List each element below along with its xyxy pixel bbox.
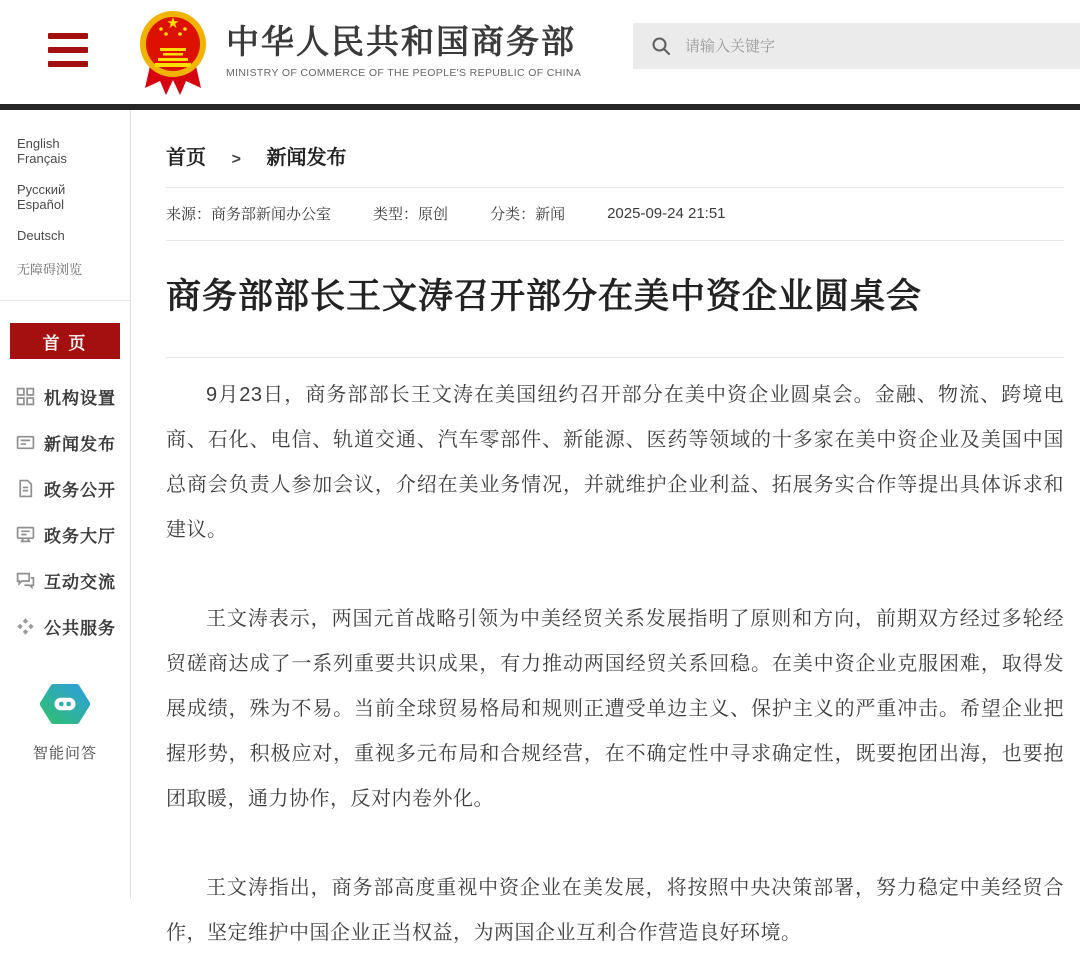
article-paragraph: 王文涛表示，两国元首战略引领为中美经贸关系发展指明了原则和方向，前期双方经过多轮经贸磋商达成了一系列重要共识成果，有力推动两国经贸关系回稳。在美中资企业克服困难，取得发展成绩，殊为不易。当前全球贸易格局和规则正遭受单边主义、保护主义的严重冲击。希望企业把握形势，积极应对，重视多元布局和合规经营，在不确定性中寻求确定性，既要抱团出海，也要抱团取暖，通力协作，反对内卷外化。 xyxy=(166,608,1064,810)
article-meta xyxy=(166,203,1064,224)
sidebar-item-news[interactable] xyxy=(0,419,130,465)
article-body xyxy=(166,373,1064,956)
meta-category-value: 新闻 xyxy=(535,206,566,223)
lang-espanol[interactable]: Español xyxy=(17,197,64,212)
meta-type-label: 类型： xyxy=(373,206,419,223)
language-switcher xyxy=(0,136,130,278)
meta-datetime: 2025-09-24 21:51 xyxy=(607,205,726,222)
site-title: 中华人民共和国商务部 xyxy=(226,23,576,60)
site-header xyxy=(0,0,1080,104)
national-emblem-logo[interactable] xyxy=(138,6,208,98)
ai-assistant[interactable] xyxy=(0,683,130,763)
sidebar-item-label: 新闻发布 xyxy=(44,434,116,454)
sidebar-item-label: 互动交流 xyxy=(44,572,116,592)
hamburger-menu-icon[interactable] xyxy=(48,31,88,69)
article-title: 商务部部长王文涛召开部分在美中资企业圆桌会 xyxy=(166,277,923,316)
lang-russian[interactable]: Русский xyxy=(17,182,66,197)
sidebar-item-label: 机构设置 xyxy=(44,388,116,408)
ai-assistant-label[interactable]: 智能问答 xyxy=(32,745,97,762)
chat-bubbles-icon xyxy=(16,571,35,590)
site-brand xyxy=(226,24,581,79)
breadcrumb xyxy=(166,110,1064,170)
meta-source-value: 商务部新闻办公室 xyxy=(211,206,332,223)
divider xyxy=(166,240,1064,241)
newspaper-icon xyxy=(16,433,35,452)
sidebar-item-home[interactable]: 首 页 xyxy=(10,323,120,359)
sidebar-item-service-hall[interactable] xyxy=(0,511,130,557)
breadcrumb-separator: > xyxy=(231,151,241,168)
sidebar-item-interaction[interactable] xyxy=(0,557,130,603)
lang-francais[interactable]: Français xyxy=(17,151,67,166)
national-emblem-icon xyxy=(138,6,208,98)
divider xyxy=(166,187,1064,188)
sidebar-nav xyxy=(0,373,130,649)
breadcrumb-home-link[interactable]: 首页 xyxy=(166,147,206,169)
sidebar-item-label: 政务大厅 xyxy=(44,526,116,546)
meta-source-label: 来源： xyxy=(166,206,212,223)
lang-english[interactable]: English xyxy=(17,136,60,151)
main-content xyxy=(131,110,1080,944)
sidebar-item-gov-info[interactable] xyxy=(0,465,130,511)
sidebar-item-public-service[interactable] xyxy=(0,603,130,649)
sidebar-item-label: 公共服务 xyxy=(44,618,116,638)
lang-deutsch[interactable]: Deutsch xyxy=(17,228,65,243)
sidebar-item-org[interactable] xyxy=(0,373,130,419)
sidebar xyxy=(0,110,131,899)
divider xyxy=(166,357,1064,358)
search-input[interactable] xyxy=(683,37,1007,56)
document-icon xyxy=(16,479,35,498)
monitor-icon xyxy=(16,525,35,544)
sidebar-item-label: 政务公开 xyxy=(44,480,116,500)
search-icon[interactable] xyxy=(651,36,671,56)
search-box[interactable] xyxy=(633,23,1080,69)
robot-chat-icon xyxy=(39,683,91,725)
meta-category-label: 分类： xyxy=(490,206,536,223)
site-subtitle: MINISTRY OF COMMERCE OF THE PEOPLE'S REPUBLIC OF CHINA xyxy=(226,67,582,80)
org-grid-icon xyxy=(16,387,35,406)
article-paragraph: 9月23日，商务部部长王文涛在美国纽约召开部分在美中资企业圆桌会。金融、物流、跨境电商、石化、电信、轨道交通、汽车零部件、新能源、医药等领域的十多家在美中资企业及美国中国总商会负责人参加会议，介绍在美业务情况，并就维护企业利益、拓展务实合作等提出具体诉求和建议。 xyxy=(166,384,1064,541)
accessibility-link[interactable]: 无障碍浏览 xyxy=(17,262,83,277)
article-paragraph: 王文涛指出，商务部高度重视中资企业在美发展，将按照中央决策部署，努力稳定中美经贸合作，坚定维护中国企业正当权益，为两国企业互利合作营造良好环境。 xyxy=(166,877,1064,944)
breadcrumb-current-link[interactable]: 新闻发布 xyxy=(266,147,347,169)
meta-type-value: 原创 xyxy=(418,206,449,223)
pinwheel-service-icon xyxy=(16,617,35,636)
sidebar-divider xyxy=(0,300,130,301)
